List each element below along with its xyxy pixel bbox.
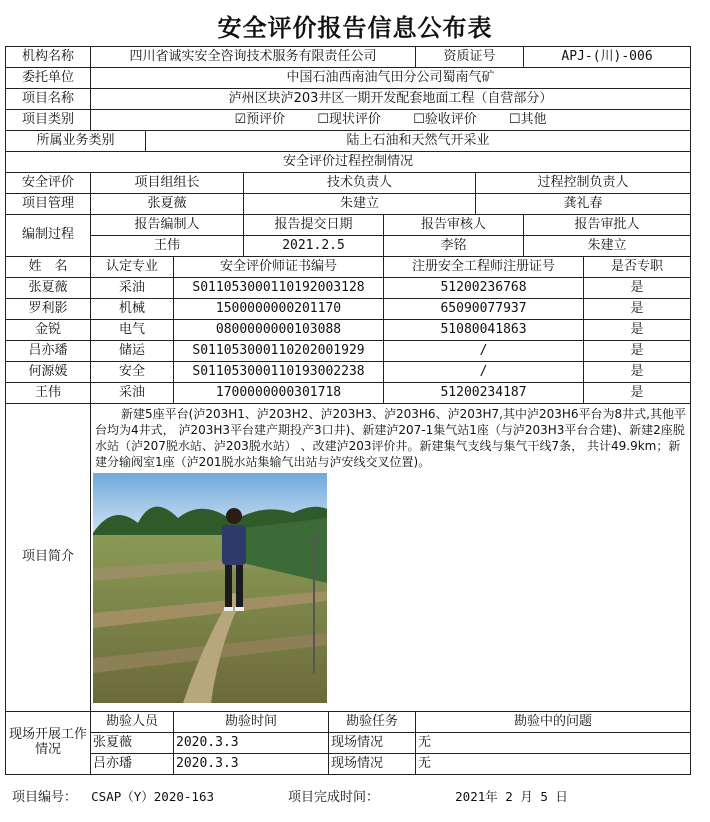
staff-fulltime: 是 [584, 362, 691, 383]
staff-fulltime: 是 [584, 299, 691, 320]
project-type-label: 项目类别 [6, 110, 91, 131]
staff-major: 电气 [91, 320, 174, 341]
staff-major: 安全 [91, 362, 174, 383]
checkbox-status-evaluation: ☐现状评价 [317, 111, 381, 127]
org-label: 机构名称 [6, 47, 91, 68]
staff-header-cert: 安全评价师证书编号 [174, 257, 384, 278]
staff-cert: S011053000110193002238 [174, 362, 384, 383]
staff-header-reg: 注册安全工程师注册证号 [384, 257, 584, 278]
staff-name: 罗利影 [6, 299, 91, 320]
info-table [5, 46, 691, 775]
checkbox-pre-evaluation: ☑预评价 [234, 111, 286, 127]
project-name-value: 泸州区块泸203井区一期开发配套地面工程（自营部分） [91, 89, 691, 110]
cert-label: 资质证号 [416, 47, 524, 68]
compile-value-reviewer: 李铭 [384, 236, 524, 257]
survey-header-task: 勘验任务 [329, 712, 416, 733]
staff-header-fulltime: 是否专职 [584, 257, 691, 278]
project-number-value: CSAP（Y）2020-163 [91, 789, 214, 804]
compile-value-date: 2021.2.5 [244, 236, 384, 257]
management-header-tech: 技术负责人 [244, 173, 476, 194]
compile-header-author: 报告编制人 [91, 215, 244, 236]
table-row [6, 733, 691, 754]
table-row [6, 278, 691, 299]
management-header-process: 过程控制负责人 [476, 173, 691, 194]
completion-date [288, 786, 568, 805]
staff-name: 张夏薇 [6, 278, 91, 299]
project-type-options [91, 110, 691, 131]
compile-value-author: 王伟 [91, 236, 244, 257]
staff-reg: 51200236768 [384, 278, 584, 299]
survey-header-person: 勘验人员 [91, 712, 174, 733]
survey-header-time: 勘验时间 [174, 712, 329, 733]
page-title: 安全评价报告信息公布表 [217, 14, 493, 42]
staff-cert: S011053000110202001929 [174, 341, 384, 362]
staff-major: 采油 [91, 278, 174, 299]
survey-time: 2020.3.3 [174, 754, 329, 775]
survey-issue: 无 [416, 733, 691, 754]
staff-cert: 1500000000201170 [174, 299, 384, 320]
table-row [6, 299, 691, 320]
staff-reg: 65090077937 [384, 299, 584, 320]
staff-major: 储运 [91, 341, 174, 362]
management-value-leader: 张夏薇 [91, 194, 244, 215]
staff-name: 何源媛 [6, 362, 91, 383]
intro-content [91, 404, 691, 712]
table-row [6, 362, 691, 383]
intro-text: 新建5座平台(泸203H1、泸203H2、泸203H3、泸203H6、泸203H7,其中泸203H6平台为8井式,其他平台均为4井式， 泸203H3平台建产期投产3口井)、新建泸207-1集气站1座（与泸203H3平台合建)、新建2座脱水站（泸207脱水站、泸203脱水站） 、改建泸203评价井。新建集气支线与集气干线7条， 共计49.9km；新建分输阀室1座（泸201脱水站集输气出站与泸安线交叉位置)。 [95, 407, 686, 469]
client-label: 委托单位 [6, 68, 91, 89]
staff-cert: 1700000000301718 [174, 383, 384, 404]
management-value-tech: 朱建立 [244, 194, 476, 215]
staff-reg: / [384, 362, 584, 383]
completion-date-value: 2021年 2 月 5 日 [455, 789, 568, 804]
staff-header-name: 姓 名 [6, 257, 91, 278]
survey-task: 现场情况 [329, 754, 416, 775]
staff-cert: S011053000110192003128 [174, 278, 384, 299]
management-label-2: 项目管理 [6, 194, 91, 215]
staff-cert: 0800000000103088 [174, 320, 384, 341]
staff-name: 吕亦璠 [6, 341, 91, 362]
table-row [6, 383, 691, 404]
staff-major: 采油 [91, 383, 174, 404]
checkbox-other: ☐其他 [508, 111, 547, 127]
management-header-leader: 项目组组长 [91, 173, 244, 194]
org-name: 四川省诚实安全咨询技术服务有限责任公司 [91, 47, 416, 68]
project-name-label: 项目名称 [6, 89, 91, 110]
staff-fulltime: 是 [584, 341, 691, 362]
process-control-title: 安全评价过程控制情况 [6, 152, 691, 173]
industry-label: 所属业务类别 [6, 131, 146, 152]
survey-time: 2020.3.3 [174, 733, 329, 754]
survey-issue: 无 [416, 754, 691, 775]
compile-header-reviewer: 报告审核人 [384, 215, 524, 236]
staff-major: 机械 [91, 299, 174, 320]
compile-header-date: 报告提交日期 [244, 215, 384, 236]
staff-fulltime: 是 [584, 320, 691, 341]
project-number-label: 项目编号： [12, 790, 78, 805]
table-row [6, 341, 691, 362]
cert-value: APJ-(川)-006 [524, 47, 691, 68]
client-value: 中国石油西南油气田分公司蜀南气矿 [91, 68, 691, 89]
staff-fulltime: 是 [584, 278, 691, 299]
industry-value: 陆上石油和天然气开采业 [146, 131, 691, 152]
completion-date-label: 项目完成时间： [288, 790, 380, 805]
project-number [12, 786, 214, 805]
table-row [6, 754, 691, 775]
table-row [6, 320, 691, 341]
survey-person: 张夏薇 [91, 733, 174, 754]
staff-reg: 51080041863 [384, 320, 584, 341]
staff-reg: / [384, 341, 584, 362]
compile-value-approver: 朱建立 [524, 236, 691, 257]
survey-header-issue: 勘验中的问题 [416, 712, 691, 733]
staff-fulltime: 是 [584, 383, 691, 404]
staff-name: 金锐 [6, 320, 91, 341]
site-photo [93, 473, 327, 703]
survey-task: 现场情况 [329, 733, 416, 754]
compile-header-approver: 报告审批人 [524, 215, 691, 236]
survey-label: 现场开展工作情况 [6, 712, 91, 775]
management-value-process: 龚礼春 [476, 194, 691, 215]
management-label-1: 安全评价 [6, 173, 91, 194]
staff-reg: 51200234187 [384, 383, 584, 404]
compile-label: 编制过程 [6, 215, 91, 257]
staff-header-major: 认定专业 [91, 257, 174, 278]
intro-label: 项目简介 [6, 404, 91, 712]
staff-name: 王伟 [6, 383, 91, 404]
checkbox-acceptance-evaluation: ☐验收评价 [413, 111, 477, 127]
survey-person: 吕亦璠 [91, 754, 174, 775]
